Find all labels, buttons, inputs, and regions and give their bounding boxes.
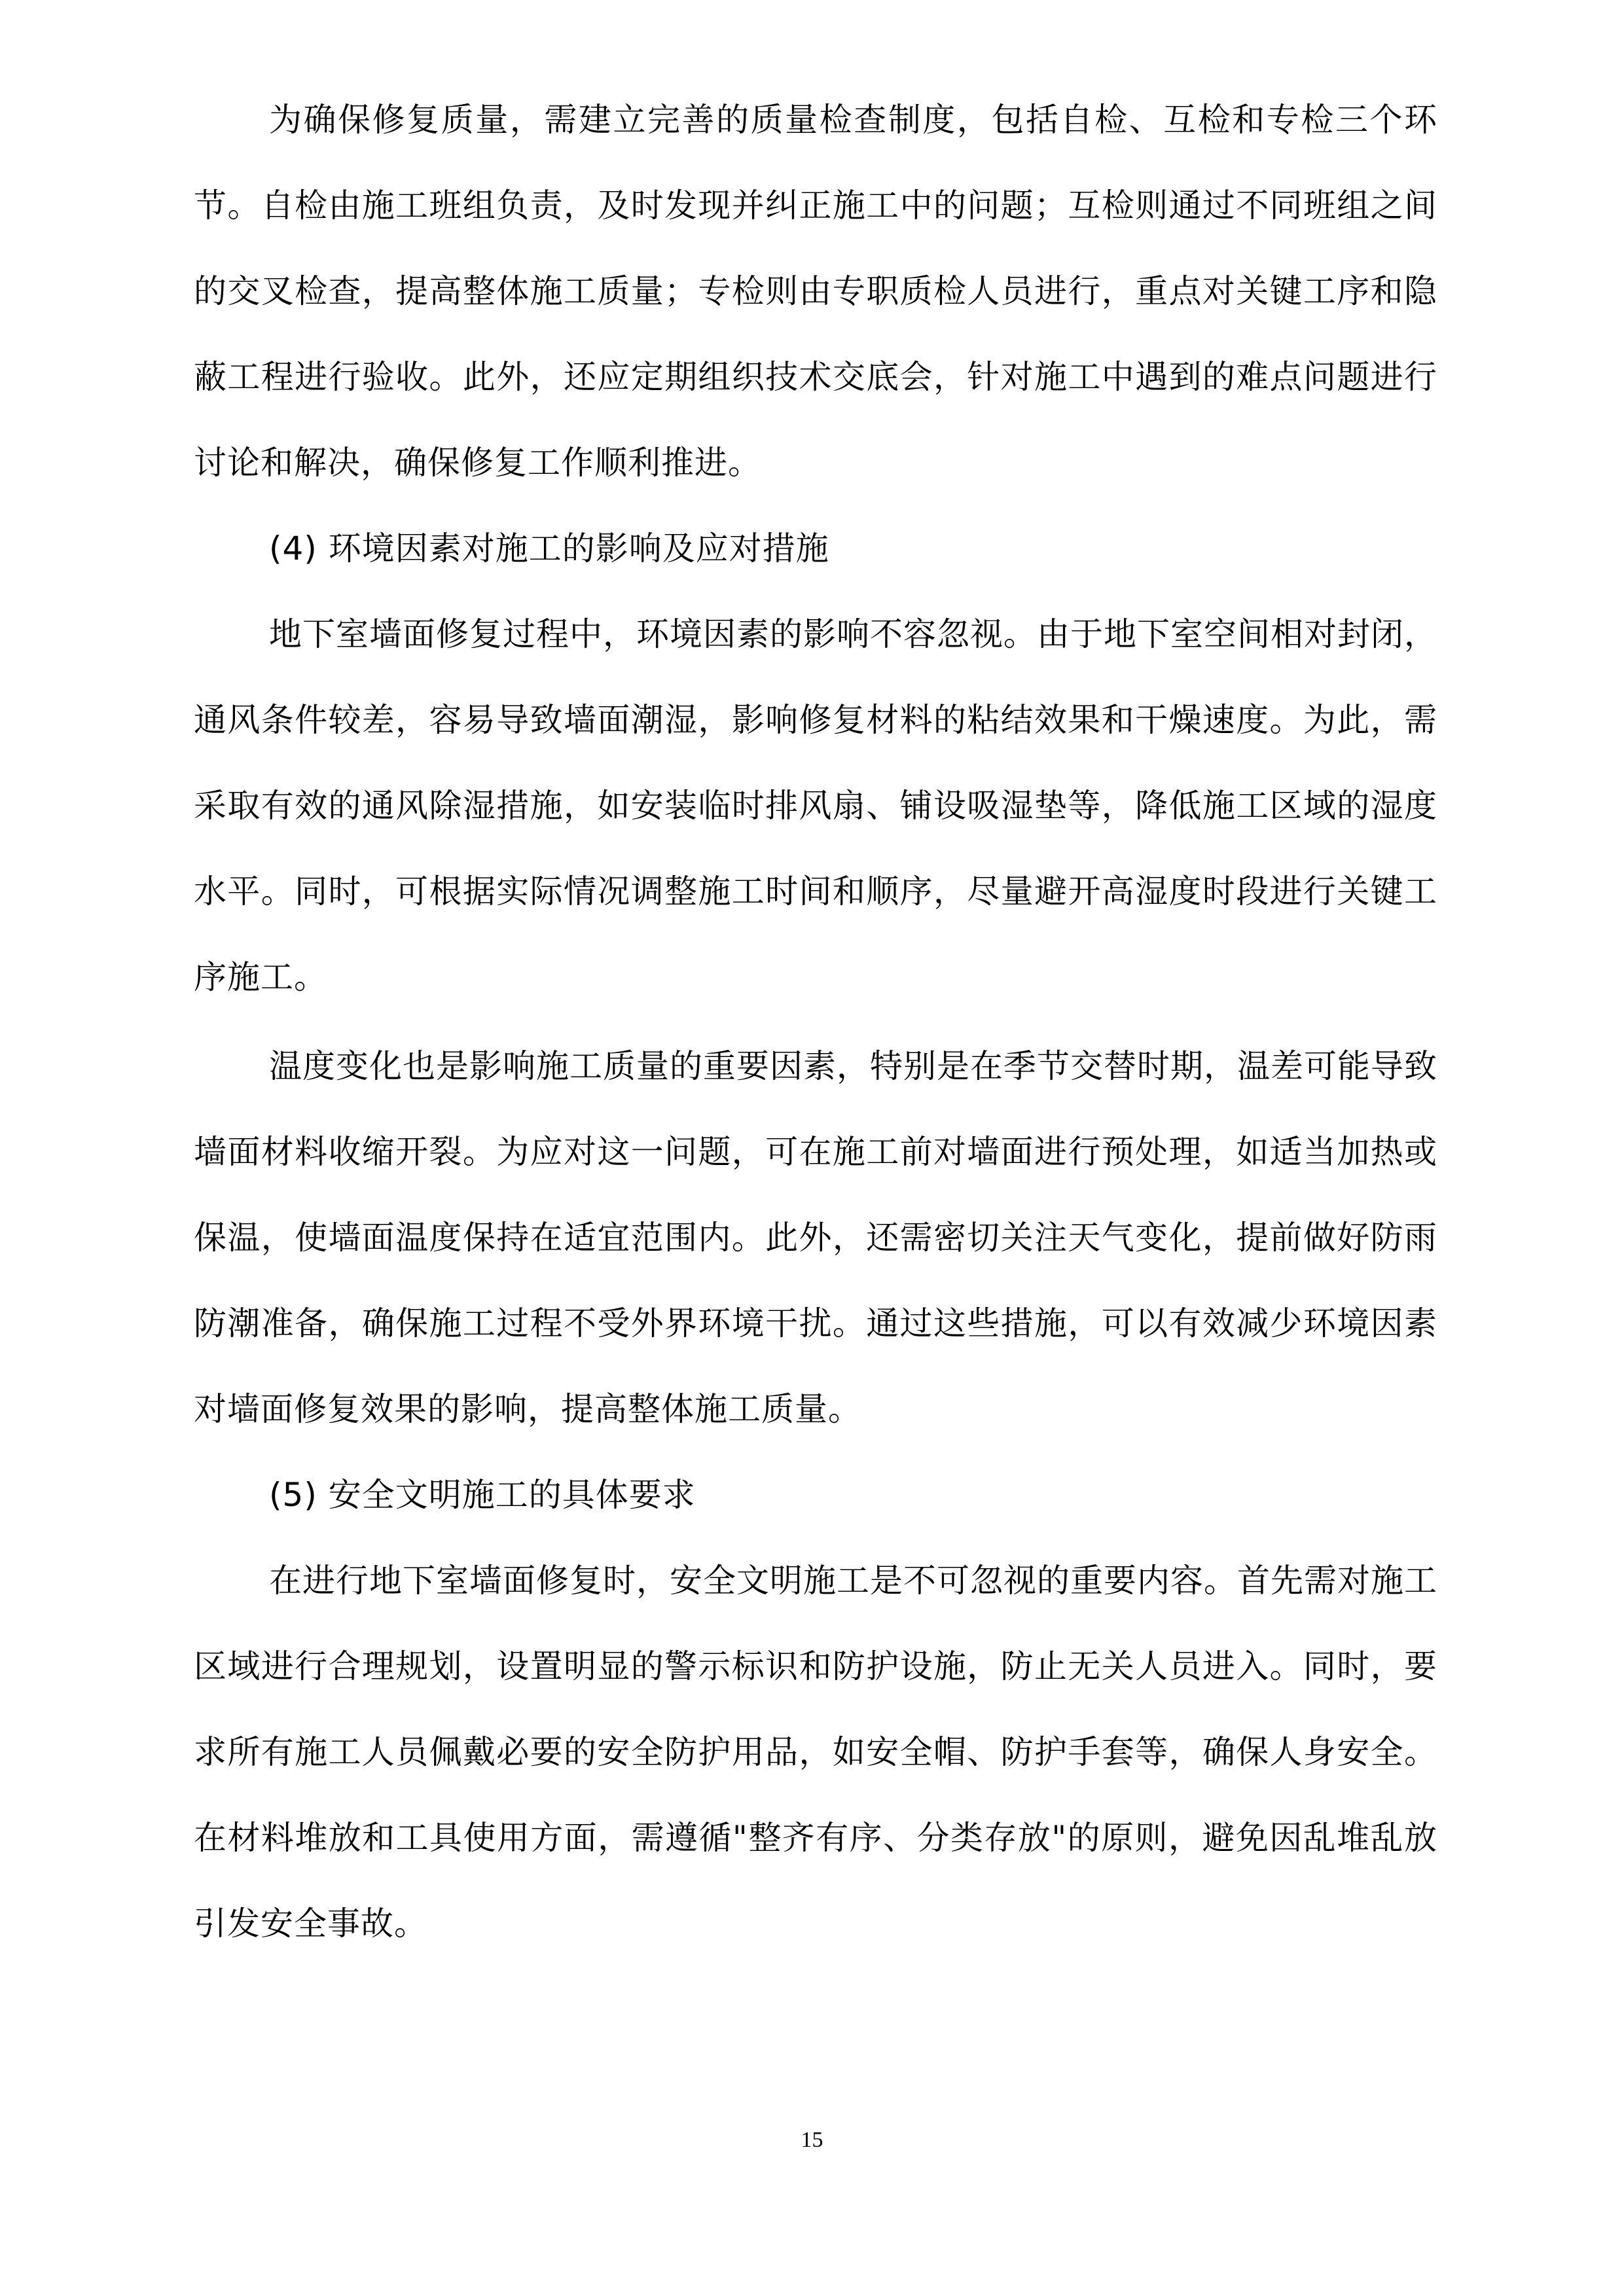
paragraph-quality-inspection: 为确保修复质量，需建立完善的质量检查制度，包括自检、互检和专检三个环节。自检由施工班组负责，及时发现并纠正施工中的问题；互检则通过不同班组之间的交叉检查，提高整体施工质量；专检则由专职质检人员进行，重点对关键工序和隐蔽工程进行验收。此外，还应定期组织技术交底会，针对施工中遇到的难点问题进行讨论和解决，确保修复工作顺利推进。 xyxy=(194,101,1437,482)
section-heading-environment: (4) 环境因素对施工的影响及应对措施 xyxy=(269,529,829,567)
paragraph-temperature: 温度变化也是影响施工质量的重要因素，特别是在季节交替时期，温差可能导致墙面材料收缩开裂。为应对这一问题，可在施工前对墙面进行预处理，如适当加热或保温，使墙面温度保持在适宜范围内。此外，还需密切关注天气变化，提前做好防雨防潮准备，确保施工过程不受外界环境干扰。通过这些措施，可以有效减少环境因素对墙面修复效果的影响，提高整体施工质量。 xyxy=(194,1047,1437,1428)
page-body xyxy=(194,77,1437,1967)
paragraph-safety-requirements: 在进行地下室墙面修复时，安全文明施工是不可忽视的重要内容。首先需对施工区域进行合理规划，设置明显的警示标识和防护设施，防止无关人员进入。同时，要求所有施工人员佩戴必要的安全防护用品，如安全帽、防护手套等，确保人身安全。在材料堆放和工具使用方面，需遵循"整齐有序、分类存放"的原则，避免因乱堆乱放引发安全事故。 xyxy=(194,1562,1437,1943)
paragraph-humidity: 地下室墙面修复过程中，环境因素的影响不容忽视。由于地下室空间相对封闭，通风条件较差，容易导致墙面潮湿，影响修复材料的粘结效果和干燥速度。为此，需采取有效的通风除湿措施，如安装临时排风扇、铺设吸湿垫等，降低施工区域的湿度水平。同时，可根据实际情况调整施工时间和顺序，尽量避开高湿度时段进行关键工序施工。 xyxy=(194,615,1437,996)
section-heading-safety: (5) 安全文明施工的具体要求 xyxy=(269,1476,696,1514)
page-number: 15 xyxy=(801,2128,823,2152)
